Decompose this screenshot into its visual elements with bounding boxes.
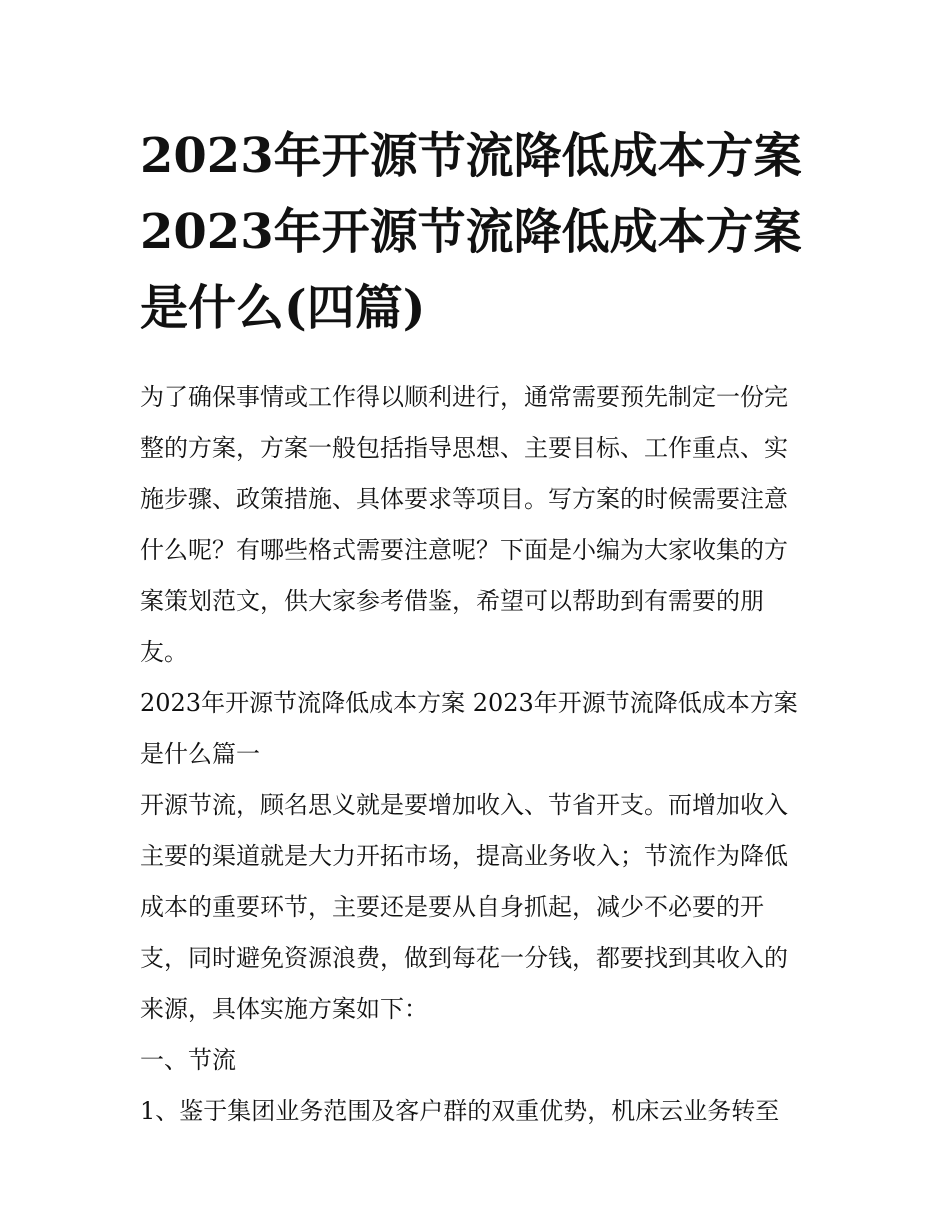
intro-line-1: 为了确保事情或工作得以顺利进行，通常需要预先制定一份完 — [140, 383, 788, 411]
article-heading-line-2: 是什么篇一 — [140, 740, 260, 768]
article-heading — [140, 678, 820, 780]
paragraph-line-3: 成本的重要环节，主要还是要从自身抓起，减少不必要的开 — [140, 893, 764, 921]
list-item-1: 1、鉴于集团业务范围及客户群的双重优势，机床云业务转至 — [140, 1097, 780, 1125]
article-paragraph — [140, 780, 820, 1035]
paragraph-line-1: 开源节流，顾名思义就是要增加收入、节省开支。而增加收入 — [140, 791, 788, 819]
intro-paragraph — [140, 372, 820, 678]
title-line-2: 2023年开源节流降低成本方案 — [140, 204, 802, 260]
intro-line-3: 施步骤、政策措施、具体要求等项目。写方案的时候需要注意 — [140, 485, 788, 513]
document-title — [140, 118, 820, 346]
section-title: 一、节流 — [140, 1046, 236, 1074]
title-line-1: 2023年开源节流降低成本方案 — [140, 128, 802, 184]
intro-line-6: 友。 — [140, 638, 188, 666]
title-line-3: 是什么(四篇) — [140, 280, 426, 336]
document-page — [140, 118, 820, 1137]
intro-line-5: 案策划范文，供大家参考借鉴，希望可以帮助到有需要的朋 — [140, 587, 764, 615]
paragraph-line-4: 支，同时避免资源浪费，做到每花一分钱，都要找到其收入的 — [140, 944, 788, 972]
article-heading-line-1: 2023年开源节流降低成本方案 2023年开源节流降低成本方案 — [140, 689, 798, 717]
paragraph-line-5: 来源，具体实施方案如下： — [140, 995, 428, 1023]
intro-line-4: 什么呢？有哪些格式需要注意呢？下面是小编为大家收集的方 — [140, 536, 788, 564]
intro-line-2: 整的方案，方案一般包括指导思想、主要目标、工作重点、实 — [140, 434, 788, 462]
paragraph-line-2: 主要的渠道就是大力开拓市场，提高业务收入；节流作为降低 — [140, 842, 788, 870]
